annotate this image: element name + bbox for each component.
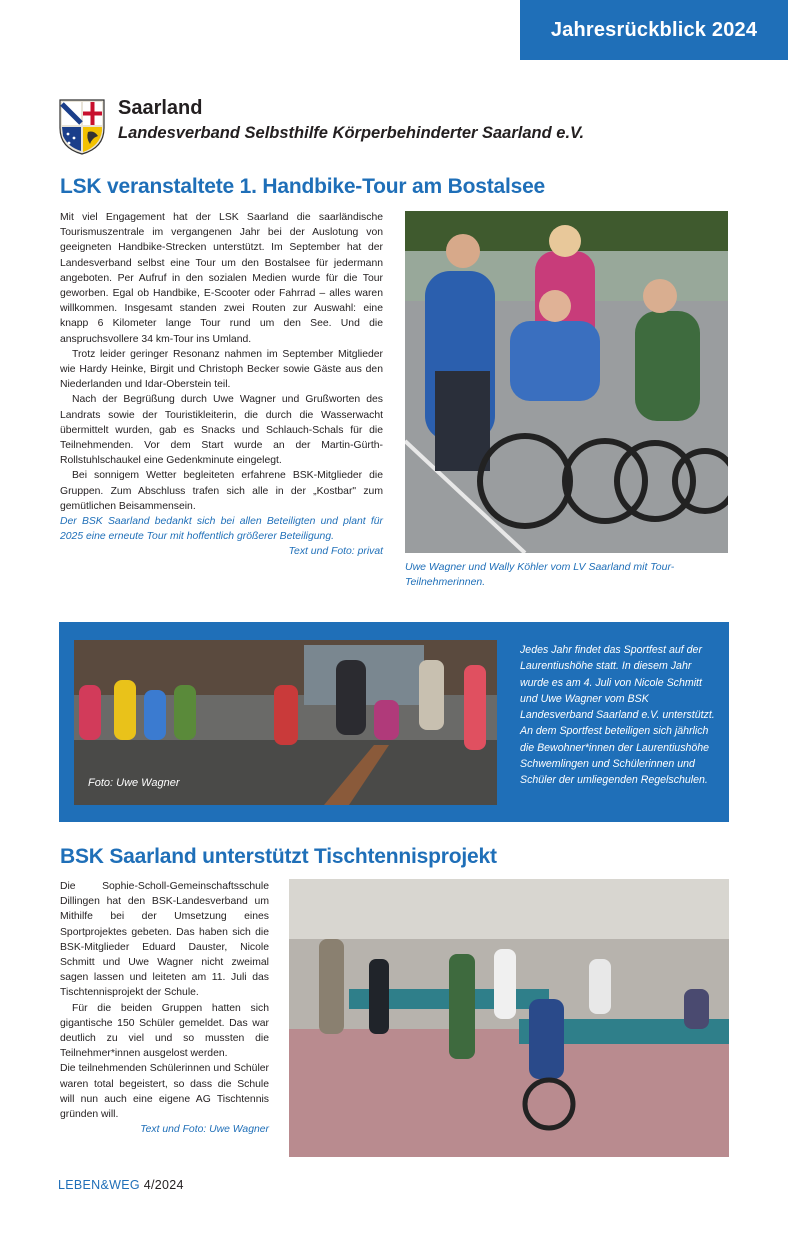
article-2-paragraph: Die teilnehmenden Schülerinnen und Schüler waren total begeistert, so dass die Schule will nun auch eine eigene AG Tischtennis gründen will.	[60, 1063, 269, 1121]
article-2-credit: Text und Foto: Uwe Wagner	[140, 1124, 269, 1136]
article-2-body	[60, 879, 269, 1137]
article-1-body	[60, 210, 383, 560]
article-1-paragraph: Mit viel Engagement hat der LSK Saarland die saarländische Tourismuszentrale im vergangenen Jahr bei der Auslotung von geeigneten Handbike-Strecken unterstützt. Im September hat der Landesverband selbst eine Tour um den Bostalsee für jedermann angeboten. Per Aufruf in den sozialen Medien wurde für die Tour geworben. Egal ob Handbike, E-Scooter oder Fahrrad – alles waren willkommen. Insgesamt standen zwei Routen zur Auswahl: eine knapp 6 Kilometer lange Tour rund um den See. Und die anspruchsvollere 34 km-Tour ins Umland.	[60, 212, 383, 345]
issue-number: 4/2024	[143, 1178, 184, 1192]
year-review-banner	[520, 0, 788, 60]
sportfest-photo-credit: Foto: Uwe Wagner	[88, 777, 180, 789]
table-tennis-photo	[289, 879, 729, 1157]
article-1-credit: Text und Foto: privat	[288, 546, 383, 558]
banner-title: Jahresrückblick 2024	[550, 18, 758, 41]
handbike-tour-photo	[405, 211, 728, 553]
article-1-headline: LSK veranstaltete 1. Handbike-Tour am Bostalsee	[60, 175, 546, 198]
handbike-photo-caption: Uwe Wagner und Wally Köhler vom LV Saarland mit Tour-Teilnehmerinnen.	[405, 561, 675, 588]
article-1-closing: Der BSK Saarland bedankt sich bei allen Beteiligten und plant für 2025 eine erneute Tour mit hoffentlich größerer Beteiligung.	[60, 516, 383, 543]
region-name: Saarland	[118, 97, 203, 119]
saarland-coat-of-arms-icon	[58, 98, 106, 156]
article-2-headline: BSK Saarland unterstützt Tischtennisprojekt	[60, 845, 497, 868]
article-1-paragraph: Bei sonnigem Wetter begleiteten erfahrene BSK-Mitglieder die Gruppen. Zum Abschluss trafen sich alle in der „Kostbar" zum gemütlichen Beisammensein.	[60, 470, 383, 512]
magazine-name-part1: LEBEN	[58, 1178, 101, 1192]
article-2-paragraph: Für die beiden Gruppen hatten sich gigantische 150 Schüler gemeldet. Das war deutlich zu viel und so mussten die Teilnehmer*innen ausgelost werden.	[60, 1002, 269, 1060]
article-2-paragraph: Die Sophie-Scholl-Gemeinschaftsschule Dillingen hat den BSK-Landesverband um Mithilfe bei der Umsetzung eines Sportprojektes gebeten. Das haben sich die BSK-Mitglieder Eduard Dauster, Nicole Schmitt und Uwe Wagner nicht zweimal sagen lassen und leiteten am 11. Juli das Tischtennisprojekt der Schule.	[60, 881, 269, 999]
organization-name: Landesverband Selbsthilfe Körperbehinderter Saarland e.V.	[118, 124, 585, 142]
article-1-paragraph: Trotz leider geringer Resonanz nahmen im September Mitglieder wie Hardy Heinke, Birgit und Christoph Becker sowie Gäste aus den Niederlanden und Idar-Oberstein teil.	[60, 348, 383, 391]
page-footer	[58, 1178, 184, 1192]
magazine-name-part2: WEG	[109, 1178, 140, 1192]
sportfest-text: Jedes Jahr findet das Sportfest auf der Laurentiushöhe statt. In diesem Jahr wurde es am 4. Juli von Nicole Schmitt und Uwe Wagner vom BSK Landesverband Saarland e.V. unterstützt. An dem Sportfest beteiligen sich jährlich die Bewohner*innen der Laurentiushöhe Schwemlingen und Schülerinnen und Schüler der umliegenden Regelschulen.	[520, 644, 715, 787]
article-1-paragraph: Nach der Begrüßung durch Uwe Wagner und Grußworten des Landrats sowie der Touristikleiterin, die durch die Wasserwacht übermittelt wurden, gab es Snacks und Schlauch-Schals für die Teilnehmenden. Vor dem Start wurde an der Martin-Gürth-Rollstuhlschaukel eine Gedenkminute eingelegt.	[60, 394, 383, 467]
magazine-ampersand: &	[100, 1178, 110, 1192]
